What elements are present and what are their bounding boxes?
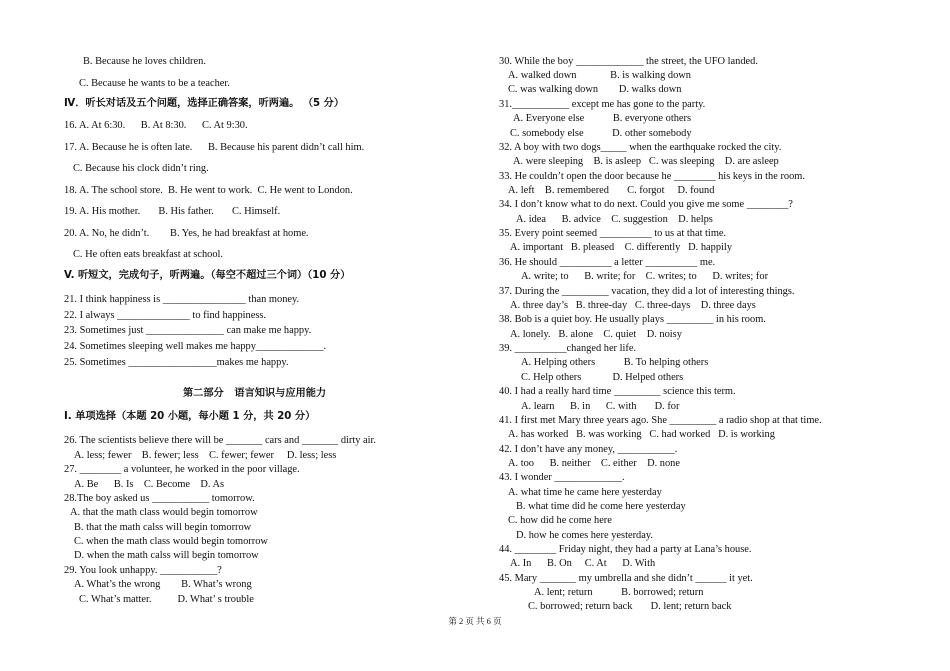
right-line: 39. __________changed her life. xyxy=(499,343,637,354)
right-line: 34. I don’t know what to do next. Could you give me some ________? xyxy=(499,199,793,210)
left-line: B. that the math calss will begin tomorrow xyxy=(74,522,252,533)
left-line: 25. Sometimes _________________makes me happy. xyxy=(64,357,289,368)
right-line: C. somebody else D. other somebody xyxy=(510,128,692,139)
right-line: A. what time he came here yesterday xyxy=(508,487,662,498)
left-line: C. Because he wants to be a teacher. xyxy=(79,78,230,89)
right-line: 44. ________ Friday night, they had a party at Lana’s house. xyxy=(499,544,752,555)
left-line: C. when the math class would begin tomorrow xyxy=(74,536,268,547)
right-line: C. how did he come here xyxy=(508,515,612,526)
left-line: I. 单项选择（本题 20 小题，每小题 1 分，共 20 分） xyxy=(64,411,316,422)
left-line: Ⅳ．听长对话及五个问题，选择正确答案，听两遍。 （5 分） xyxy=(64,98,345,109)
right-line: A. Everyone else B. everyone others xyxy=(513,113,692,124)
left-line: 19. A. His mother. B. His father. C. Himself. xyxy=(64,206,281,217)
left-line: 17. A. Because he is often late. B. Because his parent didn’t call him. xyxy=(64,142,365,153)
right-line: 42. I don’t have any money, ___________. xyxy=(499,444,678,455)
right-line: A. idea B. advice C. suggestion D. helps xyxy=(516,214,713,225)
right-line: A. Helping others B. To helping others xyxy=(521,357,709,368)
left-line: D. when the math calss will begin tomorrow xyxy=(74,550,259,561)
left-line: A. What’s the wrong B. What’s wrong xyxy=(74,579,252,590)
left-line: 22. I always ______________ to find happiness. xyxy=(64,310,267,321)
right-line: D. how he comes here yesterday. xyxy=(516,530,653,541)
left-line: 23. Sometimes just _______________ can make me happy. xyxy=(64,325,312,336)
left-line: 18. A. The school store. B. He went to work. C. He went to London. xyxy=(64,185,353,196)
right-line: A. left B. remembered C. forgot D. found xyxy=(508,185,715,196)
right-line: A. write; to B. write; for C. writes; to D. writes; for xyxy=(521,271,769,282)
left-line: 20. A. No, he didn’t. B. Yes, he had breakfast at home. xyxy=(64,228,309,239)
left-line: 28.The boy asked us ___________ tomorrow. xyxy=(64,493,255,504)
left-line: A. Be B. Is C. Become D. As xyxy=(74,479,225,490)
right-line: 31.___________ except me has gone to the party. xyxy=(499,99,706,110)
left-line: 27. ________ a volunteer, he worked in the poor village. xyxy=(64,464,300,475)
left-line: C. He often eats breakfast at school. xyxy=(73,249,224,260)
left-line: 16. A. At 6:30. B. At 8:30. C. At 9:30. xyxy=(64,120,248,131)
right-line: A. walked down B. is walking down xyxy=(508,70,691,81)
right-line: 43. I wonder _____________. xyxy=(499,472,625,483)
right-line: 30. While the boy _____________ the street, the UFO landed. xyxy=(499,56,758,67)
left-line: V. 听短文，完成句子，听两遍。（每空不超过三个词）（10 分） xyxy=(64,270,351,281)
left-line: 26. The scientists believe there will be _______ cars and _______ dirty air. xyxy=(64,435,377,446)
right-line: 36. He should __________ a letter __________ me. xyxy=(499,257,716,268)
right-line: 41. I first met Mary three years ago. She _________ a radio shop at that time. xyxy=(499,415,822,426)
right-line: 32. A boy with two dogs_____ when the earthquake rocked the city. xyxy=(499,142,782,153)
right-line: A. lent; return B. borrowed; return xyxy=(534,587,704,598)
right-line: C. Help others D. Helped others xyxy=(521,372,684,383)
right-line: A. has worked B. was working C. had worked D. is working xyxy=(508,429,775,440)
left-line: C. What’s matter. D. What’ s trouble xyxy=(79,594,254,605)
right-line: A. three day’s B. three-day C. three-days D. three days xyxy=(510,300,756,311)
right-line: 40. I had a really hard time _________ science this term. xyxy=(499,386,736,397)
left-line: A. less; fewer B. fewer; less C. fewer; fewer D. less; less xyxy=(74,450,337,461)
left-line: 29. You look unhappy. ___________? xyxy=(64,565,222,576)
left-line: A. that the math class would begin tomorrow xyxy=(70,507,258,518)
right-line: C. borrowed; return back D. lent; return back xyxy=(528,601,732,612)
right-line: A. In B. On C. At D. With xyxy=(510,558,656,569)
right-line: A. lonely. B. alone C. quiet D. noisy xyxy=(510,329,682,340)
right-line: C. was walking down D. walks down xyxy=(508,84,682,95)
right-line: 38. Bob is a quiet boy. He usually plays _________ in his room. xyxy=(499,314,766,325)
left-line: 21. I think happiness is ________________ than money. xyxy=(64,294,300,305)
right-line: B. what time did he come here yesterday xyxy=(516,501,686,512)
right-line: A. were sleeping B. is asleep C. was sleeping D. are asleep xyxy=(513,156,779,167)
right-line: 35. Every point seemed __________ to us at that time. xyxy=(499,228,727,239)
right-line: A. too B. neither C. either D. none xyxy=(508,458,680,469)
left-line: 第二部分 语言知识与应用能力 xyxy=(183,388,327,399)
right-line: 37. During the _________ vacation, they did a lot of interesting things. xyxy=(499,286,795,297)
left-line: 24. Sometimes sleeping well makes me happy_____________. xyxy=(64,341,327,352)
right-line: A. important B. pleased C. differently D. happily xyxy=(510,242,733,253)
page-footer: 第 2 页 共 6 页 xyxy=(448,616,502,626)
left-line: C. Because his clock didn’t ring. xyxy=(73,163,209,174)
right-line: 45. Mary _______ my umbrella and she didn’t ______ it yet. xyxy=(499,573,753,584)
right-line: 33. He couldn’t open the door because he ________ his keys in the room. xyxy=(499,171,805,182)
left-line: B. Because he loves children. xyxy=(83,56,206,67)
right-line: A. learn B. in C. with D. for xyxy=(521,401,680,412)
